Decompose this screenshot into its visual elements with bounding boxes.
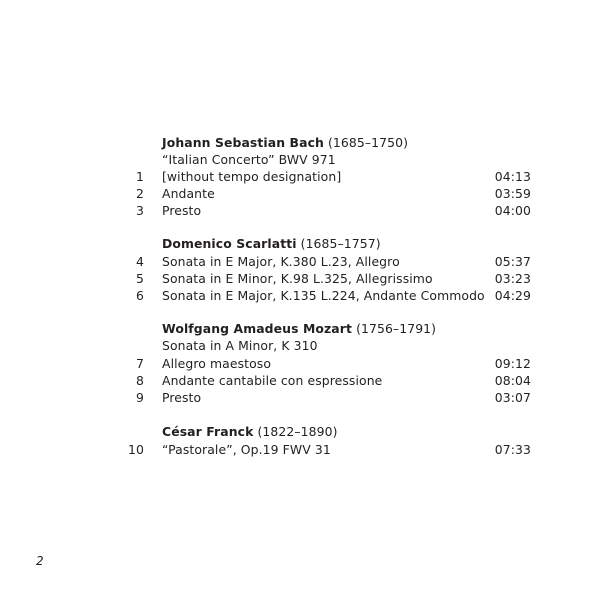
track-number: 5 [136,271,144,286]
track-duration: 04:13 [494,169,531,184]
track-duration: 03:59 [494,186,531,201]
track-row [0,270,599,287]
track-number: 8 [136,373,144,388]
composer-heading [162,423,338,440]
track-title: Allegro maestoso [162,356,272,371]
track-duration: 05:37 [494,254,531,269]
track-row [0,287,599,304]
track-row [0,355,599,372]
work-title [0,151,599,168]
track-title: Andante [162,186,215,201]
track-duration: 03:07 [494,390,531,405]
composer-dates: (1756–1791) [356,321,437,336]
track-title: Presto [162,390,202,405]
track-row [0,185,599,202]
track-duration: 08:04 [494,373,531,388]
work-title-text: “Italian Concerto” BWV 971 [162,152,336,167]
track-title: Sonata in E Minor, K.98 L.325, Allegrissimo [162,271,433,286]
track-row [0,168,599,185]
composer-dates: (1685–1757) [300,236,381,251]
track-number: 7 [136,356,144,371]
track-row [0,441,599,458]
page-number: 2 [36,554,44,568]
track-duration: 04:00 [494,203,531,218]
composer-name: Wolfgang Amadeus Mozart [162,321,353,336]
track-row [0,389,599,406]
track-title: “Pastorale”, Op.19 FWV 31 [162,442,331,457]
track-title: Presto [162,203,202,218]
track-number: 2 [136,186,144,201]
track-title: Sonata in E Major, K.135 L.224, Andante Commodo [162,288,485,303]
work-title [0,337,599,354]
composer-name: Domenico Scarlatti [162,236,297,251]
track-row [0,253,599,270]
track-duration: 09:12 [494,356,531,371]
track-number: 10 [128,442,144,457]
composer-heading [162,235,381,252]
composer-heading [162,320,436,337]
composer-name: Johann Sebastian Bach [162,135,324,150]
track-number: 6 [136,288,144,303]
track-number: 3 [136,203,144,218]
composer-dates: (1685–1750) [327,135,409,150]
track-title: [without tempo designation] [162,169,342,184]
composer-name: César Franck [162,424,254,439]
track-number: 9 [136,390,144,405]
track-row [0,202,599,219]
track-row [0,372,599,389]
track-title: Andante cantabile con espressione [162,373,383,388]
composer-dates: (1822–1890) [257,424,338,439]
track-duration: 04:29 [494,288,531,303]
track-duration: 03:23 [494,271,531,286]
track-title: Sonata in E Major, K.380 L.23, Allegro [162,254,400,269]
work-title-text: Sonata in A Minor, K 310 [162,338,318,353]
track-duration: 07:33 [494,442,531,457]
track-number: 4 [136,254,144,269]
composer-heading [162,134,408,151]
track-number: 1 [136,169,144,184]
